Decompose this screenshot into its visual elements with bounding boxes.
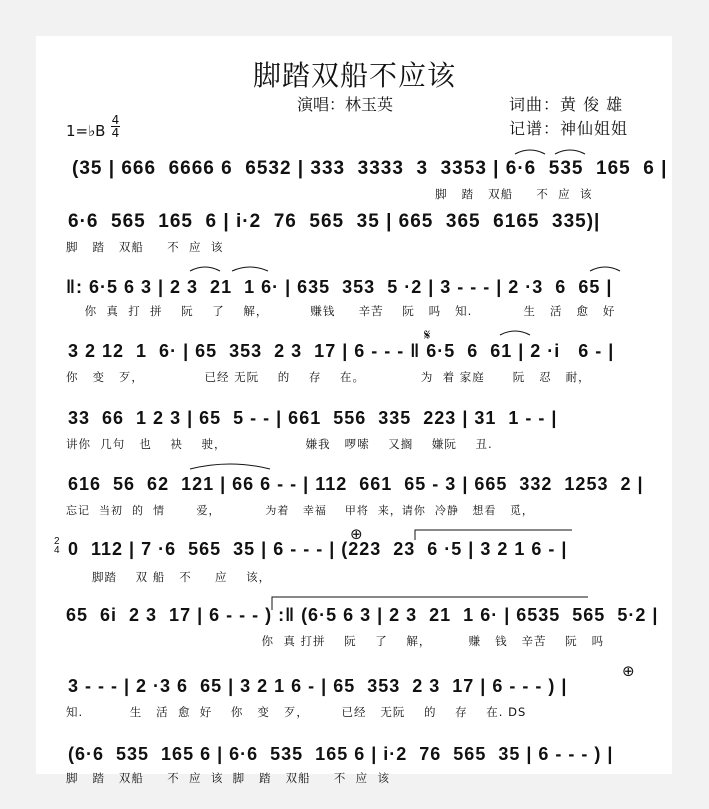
tie-arc <box>500 331 530 335</box>
key-signature: 1=♭B <box>66 122 106 140</box>
lyric-line: 脚 踏 双船 不 应 该 <box>72 187 593 201</box>
note-line: 33 66 1 2 3 | 65 5 - - | 661 556 335 223 | 31 1 - - | <box>68 408 558 428</box>
note-line: 616 56 62 121 | 66 6 - - | 112 661 65 - 3 | 665 332 1253 2 | <box>68 474 644 494</box>
tie-arc <box>590 267 620 271</box>
lyric-line: 脚踏 双 船 不 应 该， <box>78 570 272 584</box>
time-change-2-4: 2 4 <box>54 536 60 556</box>
transcriber-credit: 记谱：神仙姐姐 <box>509 119 629 138</box>
lyric-line: 讲你 几句 也 袂 驶， 嫌我 啰嗦 又搁 嫌阮 丑. <box>66 437 493 451</box>
composer-credit: 词曲：黄 俊 雄 <box>509 95 624 114</box>
lyric-line: 你 真 打拼 阮 了 解， 赚 钱 辛苦 阮 吗 <box>66 634 605 648</box>
note-line: 65 6i 2 3 17 | 6 - - - ) :‖ (6·5 6 3 | 2 3 21 1 6· | 6535 565 5·2 | <box>66 605 659 625</box>
tie-arc <box>515 150 545 154</box>
tie-arc <box>190 464 270 469</box>
lyric-line: 忘记 当初 的 情 爱， 为着 幸福 甲将 来，请你 冷静 想看 觅， <box>66 504 534 517</box>
note-line: 6·6 565 165 6 | i·2 76 565 35 | 665 365 6165 335)| <box>68 211 601 232</box>
tie-arc <box>190 267 220 271</box>
note-line: 0 112 | 7 ·6 565 35 | 6 - - - | (223 23 6 ·5 | 3 2 1 6 - | <box>68 539 568 559</box>
note-line: (35 | 666 6666 6 6532 | 333 3333 3 3353 | 6·6 535 165 6 | <box>72 158 668 179</box>
coda-sign: ⊕ <box>350 526 363 543</box>
lyric-line: 脚 踏 双船 不 应 该 脚 踏 双船 不 应 该 <box>66 771 390 785</box>
coda-sign: ⊕ <box>622 663 635 680</box>
lyric-line: 脚 踏 双船 不 应 该 <box>66 240 224 254</box>
singer-credit: 演唱：林玉英 <box>297 95 394 114</box>
song-title: 脚踏双船不应该 <box>252 59 456 92</box>
segno-sign: 𝄋 <box>424 327 431 344</box>
tie-arc <box>555 150 585 154</box>
note-line: 3 - - - | 2 ·3 6 65 | 3 2 1 6 - | 65 353 2 3 17 | 6 - - - ) | <box>68 676 568 696</box>
lyric-line: 你 真 打 拼 阮 了 解， 赚钱 辛苦 阮 吗 知. 生 活 愈 好 <box>66 304 616 318</box>
time-signature-top: 4 <box>111 113 120 127</box>
note-line: 3 2 12 1 6· | 65 353 2 3 17 | 6 - - - ‖ 6·5 6 61 | 2 ·i 6 - | <box>68 341 615 361</box>
note-line: ‖: 6·5 6 3 | 2 3 21 1 6· | 635 353 5 ·2 | 3 - - - | 2 ·3 6 65 | <box>66 277 613 297</box>
volta-bracket-1 <box>415 530 572 540</box>
volta-bracket-2 <box>272 597 588 610</box>
note-line: (6·6 535 165 6 | 6·6 535 165 6 | i·2 76 565 35 | 6 - - - ) | <box>68 744 614 764</box>
lyric-line: 知. 生 活 愈 好 你 变 歹， 已经 无阮 的 存 在. DS <box>66 705 527 719</box>
time-signature-bottom: 4 <box>111 126 120 140</box>
lyric-line: 你 变 歹， 已经 无阮 的 存 在。 为 着 家庭 阮 忍 耐， <box>66 370 591 384</box>
tie-arc <box>232 267 268 271</box>
